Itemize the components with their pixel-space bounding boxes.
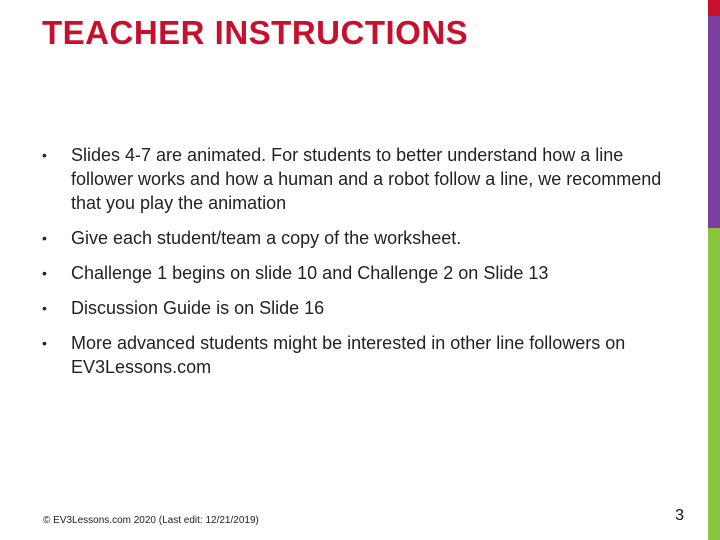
list-item: [40, 296, 680, 320]
bullet-icon: •: [42, 147, 47, 163]
list-item-text: More advanced students might be interested in other line followers on EV3Lessons.com: [71, 333, 626, 377]
list-item: [40, 143, 680, 215]
bullet-icon: •: [42, 265, 47, 281]
bullet-icon: •: [42, 230, 47, 246]
list-item-text: Challenge 1 begins on slide 10 and Challenge 2 on Slide 13: [71, 263, 549, 283]
bullet-icon: •: [42, 300, 47, 316]
accent-bar-purple: [708, 16, 720, 228]
list-item: [40, 226, 680, 250]
page-number: 3: [675, 507, 684, 524]
list-item: [40, 261, 680, 285]
footer-copyright: © EV3Lessons.com 2020 (Last edit: 12/21/2019): [43, 515, 259, 526]
list-item-text: Slides 4-7 are animated. For students to better understand how a line follower works and how a human and a robot follow a line, we recommend that you play the animation: [71, 145, 662, 213]
list-item: [40, 331, 680, 379]
list-item-text: Give each student/team a copy of the worksheet.: [71, 228, 462, 248]
accent-bar-green: [708, 228, 720, 540]
accent-bar-red: [708, 0, 720, 16]
bullet-icon: •: [42, 335, 47, 351]
list-item-text: Discussion Guide is on Slide 16: [71, 298, 325, 318]
slide-title: TEACHER INSTRUCTIONS: [42, 14, 469, 51]
instruction-list: [40, 143, 680, 390]
